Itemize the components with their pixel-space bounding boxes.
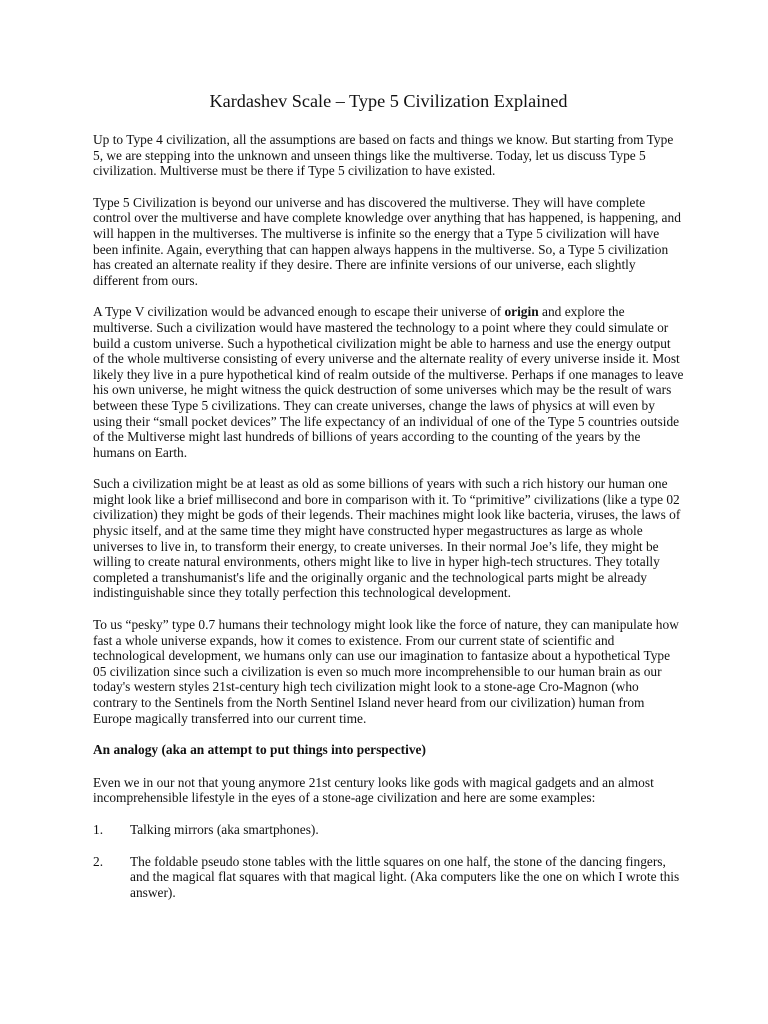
paragraph-age: Such a civilization might be at least as old as some billions of years with such a rich history our human one might look like a brief millisecond and bore in comparison with it. To “primitive” civilizations (like a type 02 civilization) they might be gods of their legends. Their machines might look like bacteria, viruses, the laws of physic itself, and at the same time they might have constructed hyper megastructures as large as whole universes to live in, to transform their energy, to create universes. In their normal Joe’s life, they might be willing to create natural environments, others might like to live in hyper high-tech structures. They totally completed a transhumanist's life and the originally organic and the technological parts might be already indistinguishable since they totally perfection this technological development. — [93, 476, 681, 601]
bold-word-origin: origin — [504, 304, 539, 320]
paragraph-pesky-humans: To us “pesky” type 0.7 humans their technology might look like the force of nature, they can manipulate how fast a whole universe expands, how it comes to existence. From our current state of scientific and technological development, we humans only can use our imagination to fantasize about a hypothetical Type 05 civilization since such a civilization is even so much more incomprehensible to our human brain as our today's western styles 21st-century high tech civilization might look to a stone-age Cro-Magnon (who contrary to the Sentinels from the North Sentinel Island never heard from our civilization) human from Europe magically transferred into our current time. — [93, 617, 679, 726]
paragraph-type-v-start: A Type V civilization would be advanced enough to escape their universe of — [93, 304, 505, 320]
paragraph-intro: Up to Type 4 civilization, all the assumptions are based on facts and things we know. But starting from Type 5, we are stepping into the unknown and unseen things like the multiverse. Today, let us discuss Type 5 civilization. Multiverse must be there if Type 5 civilization to have existed. — [93, 132, 674, 179]
paragraph-type5-definition: Type 5 Civilization is beyond our universe and has discovered the multiverse. They will have complete control over the multiverse and have complete knowledge over anything that has happened, is happening, and will happen in the multiverses. The multiverse is infinite so the energy that a Type 5 civilization will have been infinite. Again, everything that can happen always happens in the multiverse. So, a Type 5 civilization has created an alternate reality if they desire. There are infinite versions of our universe, each slightly different from ours. — [93, 194, 681, 288]
list-item — [93, 854, 684, 901]
paragraph-examples-intro: Even we in our not that young anymore 21st century looks like gods with magical gadgets and an almost incomprehensible lifestyle in the eyes of a stone-age civilization and here are some examples: — [93, 774, 654, 806]
analogy-heading: An analogy (aka an attempt to put things into perspective) — [93, 742, 426, 758]
list-text: The foldable pseudo stone tables with the little squares on one half, the stone of the dancing fingers, and the magical flat squares with that magical light. (Aka computers like the one on which I wrote this answer). — [130, 853, 680, 900]
list-number: 2. — [93, 853, 104, 869]
list-item — [93, 822, 684, 838]
document-title: Kardashev Scale – Type 5 Civilization Explained — [209, 91, 568, 111]
paragraph-type-v-end: and explore the multiverse. Such a civilization would have mastered the technology to a point where they could simulate or build a custom universe. Such a hypothetical civilization might be able to harness and use the energy output of the whole multiverse consisting of every universe and the alternate reality of every universe inside it. Most likely they live in a pure hypothetical kind of realm outside of the multiverse. Perhaps if one manages to leave his own universe, he might witness the quick destruction of some universes which may be the result of wars between these Type 5 civilizations. They can create universes, change the laws of physics at will even by using their “small pocket devices” The life expectancy of an individual of one of the Type 5 countries outside of the Multiverse might last hundreds of billions of years according to the counting of the years by the humans on Earth. — [93, 304, 684, 460]
list-number: 1. — [93, 821, 104, 837]
paragraph-type-v — [93, 304, 684, 460]
list-text: Talking mirrors (aka smartphones). — [130, 821, 319, 837]
